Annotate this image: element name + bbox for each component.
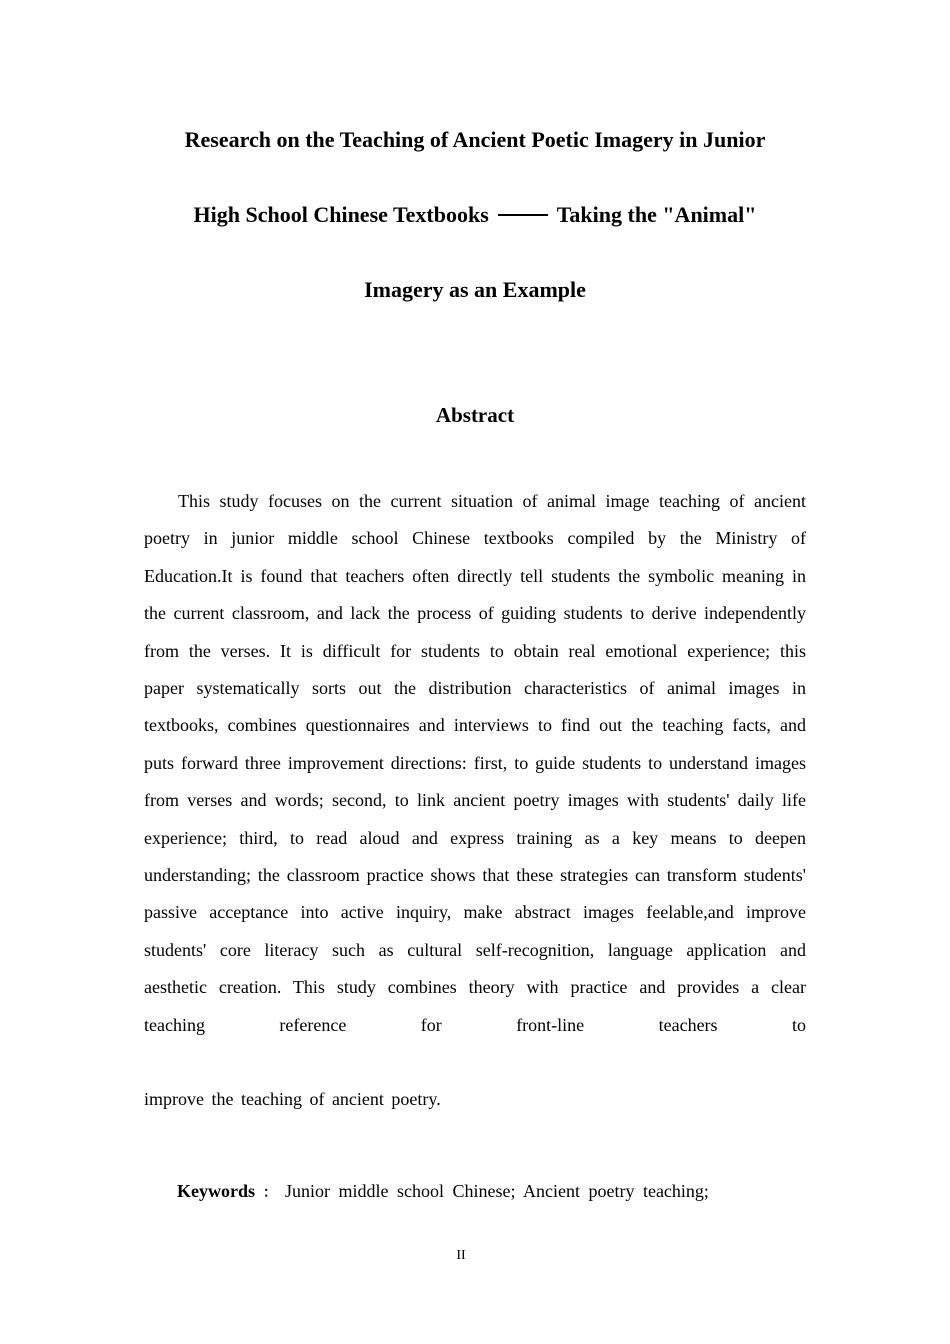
keywords-text: Junior middle school Chinese; Ancient poetry teaching; (285, 1181, 709, 1201)
abstract-heading: Abstract (435, 403, 515, 427)
abstract-body (144, 483, 806, 1044)
title-line-2 (0, 193, 950, 268)
keywords-line (177, 1176, 709, 1209)
title-line-2-part-2: Taking the "Animal" (556, 202, 757, 227)
abstract-text: This study focuses on the current situation of animal image teaching of ancient poetry in junior middle school Chinese textbooks compiled by the Ministry of Education.It is found that teachers often directly tell students the symbolic meaning in the current classroom, and lack the process of guiding students to derive independently from the verses. It is difficult for students to obtain real emotional experience; this paper systematically sorts out the distribution characteristics of animal images in textbooks, combines questionnaires and interviews to find out the teaching facts, and puts forward three improvement directions: first, to guide students to understand images from verses and words; second, to link ancient poetry images with students' daily life experience; third, to read aloud and express training as a key means to deepen understanding; the classroom practice shows that these strategies can transform students' passive acceptance into active inquiry, make abstract images feelable,and improve students' core literacy such as cultural self-recognition, language application and aesthetic creation. This study combines theory with practice and provides a clear teaching reference for front-line teachers to (144, 491, 806, 1035)
title-line-1: Research on the Teaching of Ancient Poetic Imagery in Junior (184, 127, 766, 152)
paper-title (0, 118, 950, 343)
keywords-label: Keywords (177, 1181, 255, 1201)
page-number: II (456, 1248, 466, 1263)
title-line-3: Imagery as an Example (364, 277, 586, 302)
keywords-colon: ： (263, 1186, 277, 1201)
em-dash-separator (498, 214, 548, 216)
abstract-last-line: improve the teaching of ancient poetry. (144, 1089, 441, 1109)
title-line-2-part-1: High School Chinese Textbooks (193, 202, 489, 227)
